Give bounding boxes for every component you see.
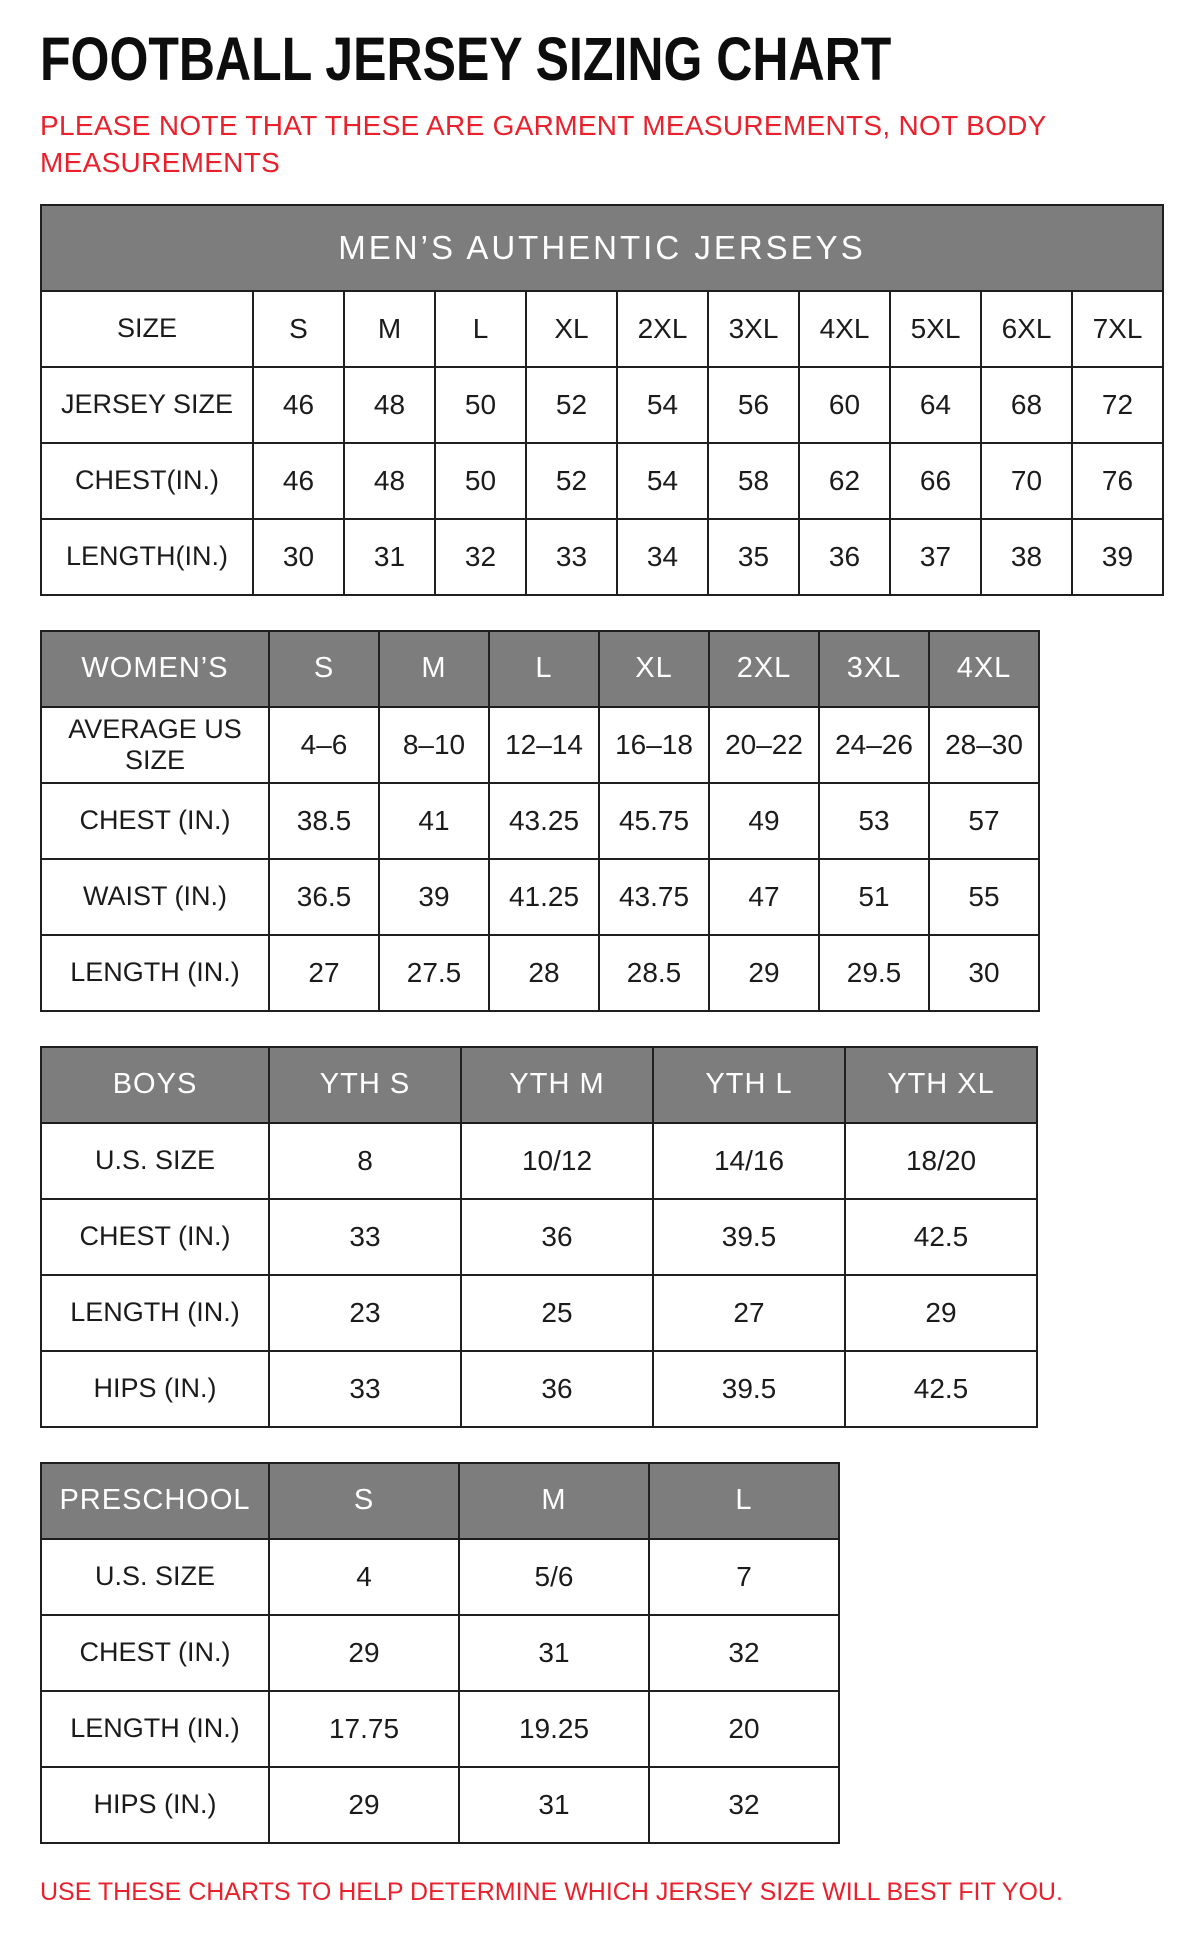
value-cell: 18/20: [845, 1123, 1037, 1199]
row-label: CHEST(IN.): [41, 443, 253, 519]
table-name-header: BOYS: [41, 1047, 269, 1123]
value-cell: 31: [344, 519, 435, 595]
size-column-header: 3XL: [819, 631, 929, 707]
value-cell: 2XL: [617, 291, 708, 367]
table-row: [41, 519, 1163, 595]
value-cell: XL: [526, 291, 617, 367]
value-cell: 3XL: [708, 291, 799, 367]
table-row: [41, 1351, 1037, 1427]
size-column-header: L: [489, 631, 599, 707]
value-cell: 29: [269, 1615, 459, 1691]
value-cell: 29: [845, 1275, 1037, 1351]
row-label: LENGTH (IN.): [41, 1691, 269, 1767]
value-cell: 32: [649, 1767, 839, 1843]
value-cell: 33: [526, 519, 617, 595]
page-title: FOOTBALL JERSEY SIZING CHART: [40, 25, 892, 93]
value-cell: 68: [981, 367, 1072, 443]
value-cell: 8: [269, 1123, 461, 1199]
value-cell: 31: [459, 1615, 649, 1691]
value-cell: 36: [461, 1351, 653, 1427]
mens-authentic-jerseys-table: [40, 204, 1164, 596]
table-row: [41, 707, 1039, 783]
header-row: [41, 1047, 1037, 1123]
table-row: [41, 1615, 839, 1691]
value-cell: 29: [269, 1767, 459, 1843]
table-row: [41, 443, 1163, 519]
value-cell: 52: [526, 367, 617, 443]
size-column-header: YTH S: [269, 1047, 461, 1123]
size-column-header: YTH XL: [845, 1047, 1037, 1123]
size-column-header: L: [649, 1463, 839, 1539]
value-cell: 28.5: [599, 935, 709, 1011]
value-cell: 60: [799, 367, 890, 443]
value-cell: 7: [649, 1539, 839, 1615]
value-cell: 28–30: [929, 707, 1039, 783]
value-cell: 5/6: [459, 1539, 649, 1615]
value-cell: 28: [489, 935, 599, 1011]
value-cell: 6XL: [981, 291, 1072, 367]
row-label: HIPS (IN.): [41, 1767, 269, 1843]
row-label: LENGTH(IN.): [41, 519, 253, 595]
value-cell: 14/16: [653, 1123, 845, 1199]
womens-sizing-table: [40, 630, 1040, 1012]
value-cell: 5XL: [890, 291, 981, 367]
table-row: [41, 1691, 839, 1767]
value-cell: 7XL: [1072, 291, 1163, 367]
value-cell: 30: [253, 519, 344, 595]
value-cell: 39.5: [653, 1351, 845, 1427]
value-cell: 54: [617, 367, 708, 443]
value-cell: 8–10: [379, 707, 489, 783]
table-row: [41, 1539, 839, 1615]
row-label: CHEST (IN.): [41, 783, 269, 859]
size-column-header: XL: [599, 631, 709, 707]
table-row: [41, 1199, 1037, 1275]
value-cell: 76: [1072, 443, 1163, 519]
table-name-header: PRESCHOOL: [41, 1463, 269, 1539]
measurement-note: PLEASE NOTE THAT THESE ARE GARMENT MEASUREMENTS, NOT BODY MEASUREMENTS: [40, 110, 1047, 178]
value-cell: 10/12: [461, 1123, 653, 1199]
value-cell: L: [435, 291, 526, 367]
value-cell: 54: [617, 443, 708, 519]
value-cell: 32: [649, 1615, 839, 1691]
value-cell: 72: [1072, 367, 1163, 443]
value-cell: 47: [709, 859, 819, 935]
value-cell: 36: [799, 519, 890, 595]
value-cell: 17.75: [269, 1691, 459, 1767]
size-column-header: M: [459, 1463, 649, 1539]
size-column-header: S: [269, 631, 379, 707]
value-cell: 37: [890, 519, 981, 595]
value-cell: 48: [344, 443, 435, 519]
value-cell: 42.5: [845, 1199, 1037, 1275]
table-row: [41, 367, 1163, 443]
value-cell: 35: [708, 519, 799, 595]
value-cell: 46: [253, 443, 344, 519]
header-row: [41, 631, 1039, 707]
table-row: [41, 1123, 1037, 1199]
row-label: U.S. SIZE: [41, 1539, 269, 1615]
value-cell: 29: [709, 935, 819, 1011]
value-cell: 31: [459, 1767, 649, 1843]
preschool-sizing-table: [40, 1462, 840, 1844]
row-label: U.S. SIZE: [41, 1123, 269, 1199]
value-cell: 55: [929, 859, 1039, 935]
row-label: WAIST (IN.): [41, 859, 269, 935]
size-column-header: YTH L: [653, 1047, 845, 1123]
value-cell: 38.5: [269, 783, 379, 859]
value-cell: 41: [379, 783, 489, 859]
size-column-header: 2XL: [709, 631, 819, 707]
table-banner: MEN’S AUTHENTIC JERSEYS: [41, 205, 1163, 291]
table-row: [41, 783, 1039, 859]
table-row: [41, 935, 1039, 1011]
value-cell: 23: [269, 1275, 461, 1351]
value-cell: 33: [269, 1199, 461, 1275]
value-cell: 50: [435, 367, 526, 443]
table-row: [41, 291, 1163, 367]
value-cell: 52: [526, 443, 617, 519]
value-cell: 16–18: [599, 707, 709, 783]
value-cell: 12–14: [489, 707, 599, 783]
table-name-header: WOMEN’S: [41, 631, 269, 707]
value-cell: 39.5: [653, 1199, 845, 1275]
value-cell: 43.75: [599, 859, 709, 935]
value-cell: 33: [269, 1351, 461, 1427]
value-cell: 49: [709, 783, 819, 859]
table-row: [41, 859, 1039, 935]
value-cell: S: [253, 291, 344, 367]
value-cell: 25: [461, 1275, 653, 1351]
value-cell: 39: [1072, 519, 1163, 595]
value-cell: 38: [981, 519, 1072, 595]
value-cell: 50: [435, 443, 526, 519]
row-label: HIPS (IN.): [41, 1351, 269, 1427]
value-cell: 4: [269, 1539, 459, 1615]
value-cell: 4–6: [269, 707, 379, 783]
value-cell: M: [344, 291, 435, 367]
value-cell: 51: [819, 859, 929, 935]
value-cell: 27: [269, 935, 379, 1011]
value-cell: 4XL: [799, 291, 890, 367]
value-cell: 29.5: [819, 935, 929, 1011]
table-row: [41, 1275, 1037, 1351]
size-column-header: S: [269, 1463, 459, 1539]
value-cell: 41.25: [489, 859, 599, 935]
value-cell: 58: [708, 443, 799, 519]
value-cell: 32: [435, 519, 526, 595]
value-cell: 42.5: [845, 1351, 1037, 1427]
size-column-header: YTH M: [461, 1047, 653, 1123]
row-label: SIZE: [41, 291, 253, 367]
table-row: [41, 1767, 839, 1843]
header-row: [41, 1463, 839, 1539]
value-cell: 64: [890, 367, 981, 443]
value-cell: 27: [653, 1275, 845, 1351]
value-cell: 43.25: [489, 783, 599, 859]
value-cell: 34: [617, 519, 708, 595]
value-cell: 66: [890, 443, 981, 519]
row-label: CHEST (IN.): [41, 1199, 269, 1275]
boys-sizing-table: [40, 1046, 1038, 1428]
value-cell: 53: [819, 783, 929, 859]
row-label: LENGTH (IN.): [41, 935, 269, 1011]
value-cell: 57: [929, 783, 1039, 859]
value-cell: 30: [929, 935, 1039, 1011]
value-cell: 27.5: [379, 935, 489, 1011]
value-cell: 20–22: [709, 707, 819, 783]
row-label: CHEST (IN.): [41, 1615, 269, 1691]
value-cell: 19.25: [459, 1691, 649, 1767]
value-cell: 48: [344, 367, 435, 443]
value-cell: 36.5: [269, 859, 379, 935]
value-cell: 46: [253, 367, 344, 443]
row-label: AVERAGE US SIZE: [41, 707, 269, 783]
value-cell: 45.75: [599, 783, 709, 859]
value-cell: 56: [708, 367, 799, 443]
size-column-header: 4XL: [929, 631, 1039, 707]
value-cell: 24–26: [819, 707, 929, 783]
value-cell: 70: [981, 443, 1072, 519]
size-column-header: M: [379, 631, 489, 707]
value-cell: 62: [799, 443, 890, 519]
value-cell: 20: [649, 1691, 839, 1767]
banner-row: [41, 205, 1163, 291]
row-label: LENGTH (IN.): [41, 1275, 269, 1351]
value-cell: 36: [461, 1199, 653, 1275]
footer-note: USE THESE CHARTS TO HELP DETERMINE WHICH JERSEY SIZE WILL BEST FIT YOU.: [40, 1877, 1063, 1906]
value-cell: 39: [379, 859, 489, 935]
row-label: JERSEY SIZE: [41, 367, 253, 443]
